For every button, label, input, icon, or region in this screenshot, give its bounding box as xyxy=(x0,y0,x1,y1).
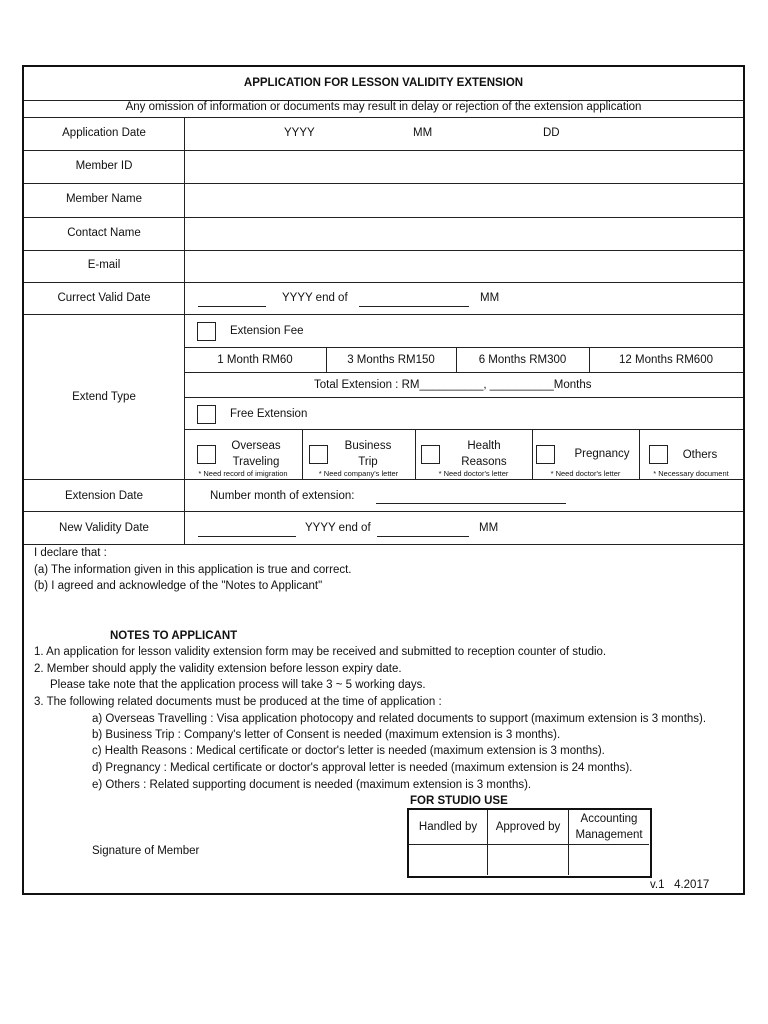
notes-title: NOTES TO APPLICANT xyxy=(110,630,238,642)
note-3b: b) Business Trip : Company's letter of Consent is needed (maximum extension is 3 months). xyxy=(92,729,561,741)
note-3e: e) Others : Related supporting document is needed (maximum extension is 3 months). xyxy=(92,779,532,791)
pregnancy-checkbox[interactable] xyxy=(536,445,555,464)
extension-fee-checkbox[interactable] xyxy=(197,322,216,341)
handled-by-cell[interactable] xyxy=(409,845,487,875)
extension-date-label: Extension Date xyxy=(65,490,143,502)
note-3a: a) Overseas Travelling : Visa application photocopy and related documents to support (maximum extension is 3 months). xyxy=(92,713,707,725)
version-label: v.1 4.2017 xyxy=(650,879,710,891)
application-date-label: Application Date xyxy=(62,127,146,139)
business-trip-checkbox[interactable] xyxy=(309,445,328,464)
application-date-yyyy: YYYY xyxy=(284,127,315,139)
pregnancy-note: * Need doctor's letter xyxy=(550,469,621,478)
note-3: 3. The following related documents must be produced at the time of application : xyxy=(34,696,442,708)
studio-use-table xyxy=(407,808,652,878)
health-line2: Reasons xyxy=(461,456,507,468)
fee-option-12-months[interactable]: 12 Months RM600 xyxy=(619,354,713,366)
declaration-intro: I declare that : xyxy=(34,547,107,559)
current-valid-date-label: Currect Valid Date xyxy=(57,292,151,304)
overseas-line1: Overseas xyxy=(231,440,281,452)
form-notice: Any omission of information or documents may result in delay or rejection of the extension application xyxy=(125,101,642,113)
signature-label: Signature of Member xyxy=(92,845,200,857)
business-line2: Trip xyxy=(358,456,378,468)
health-reasons-checkbox[interactable] xyxy=(421,445,440,464)
free-extension-label: Free Extension xyxy=(230,408,308,420)
contact-name-label: Contact Name xyxy=(67,227,141,239)
declaration-b: (b) I agreed and acknowledge of the "Notes to Applicant" xyxy=(34,580,323,592)
contact-name-field[interactable] xyxy=(185,218,743,250)
number-month-blank[interactable] xyxy=(376,503,566,504)
current-valid-mm: MM xyxy=(480,292,500,304)
others-checkbox[interactable] xyxy=(649,445,668,464)
current-valid-month-blank[interactable] xyxy=(359,306,469,307)
business-note: * Need company's letter xyxy=(318,469,399,478)
approved-by-cell[interactable] xyxy=(488,845,568,875)
new-validity-mm: MM xyxy=(479,522,499,534)
member-id-field[interactable] xyxy=(185,151,743,183)
current-valid-yyyy-end-of: YYYY end of xyxy=(282,292,348,304)
signature-area[interactable] xyxy=(92,827,312,843)
extension-form xyxy=(22,65,745,895)
note-3d: d) Pregnancy : Medical certificate or doctor's approval letter is needed (maximum extension is 24 months). xyxy=(92,762,633,774)
accounting-cell[interactable] xyxy=(569,845,649,875)
new-validity-date-label: New Validity Date xyxy=(59,522,149,534)
fee-option-3-months[interactable]: 3 Months RM150 xyxy=(347,354,435,366)
declaration-a: (a) The information given in this application is true and correct. xyxy=(34,564,352,576)
extend-type-label: Extend Type xyxy=(72,391,136,403)
new-validity-month-blank[interactable] xyxy=(377,536,469,537)
others-line1: Others xyxy=(682,449,718,461)
studio-use-title: FOR STUDIO USE xyxy=(410,795,508,807)
accounting-header-line2: Management xyxy=(575,829,643,841)
fee-option-6-months[interactable]: 6 Months RM300 xyxy=(478,354,567,366)
business-line1: Business xyxy=(344,440,392,452)
form-title: APPLICATION FOR LESSON VALIDITY EXTENSION xyxy=(243,77,524,89)
extension-fee-label: Extension Fee xyxy=(230,325,304,337)
approved-by-header: Approved by xyxy=(495,821,561,833)
fee-option-1-month[interactable]: 1 Month RM60 xyxy=(217,354,293,366)
note-1: 1. An application for lesson validity extension form may be received and submitted to reception counter of studio. xyxy=(34,646,607,658)
new-validity-year-blank[interactable] xyxy=(198,536,296,537)
overseas-note: * Need record of imigration xyxy=(198,469,288,478)
application-date-mm: MM xyxy=(413,127,433,139)
pregnancy-line1: Pregnancy xyxy=(574,448,630,460)
overseas-line2: Traveling xyxy=(232,456,280,468)
email-label: E-mail xyxy=(87,259,121,271)
member-name-field[interactable] xyxy=(185,184,743,217)
note-3c: c) Health Reasons : Medical certificate or doctor's letter is needed (maximum extension is 3 months). xyxy=(92,745,605,757)
overseas-traveling-checkbox[interactable] xyxy=(197,445,216,464)
number-month-label: Number month of extension: xyxy=(210,490,355,502)
note-2: 2. Member should apply the validity extension before lesson expiry date. xyxy=(34,663,402,675)
health-line1: Health xyxy=(467,440,501,452)
free-extension-checkbox[interactable] xyxy=(197,405,216,424)
email-field[interactable] xyxy=(185,251,743,282)
handled-by-header: Handled by xyxy=(418,821,478,833)
member-name-label: Member Name xyxy=(65,193,143,205)
current-valid-year-blank[interactable] xyxy=(198,306,266,307)
accounting-header-line1: Accounting xyxy=(580,813,638,825)
others-note: * Necessary document xyxy=(653,469,729,478)
health-note: * Need doctor's letter xyxy=(438,469,509,478)
member-id-label: Member ID xyxy=(75,160,133,172)
total-extension[interactable]: Total Extension : RM__________, __________Months xyxy=(314,379,592,391)
note-2b: Please take note that the application process will take 3 ~ 5 working days. xyxy=(50,679,426,691)
new-validity-yyyy-end-of: YYYY end of xyxy=(305,522,371,534)
application-date-dd: DD xyxy=(543,127,560,139)
